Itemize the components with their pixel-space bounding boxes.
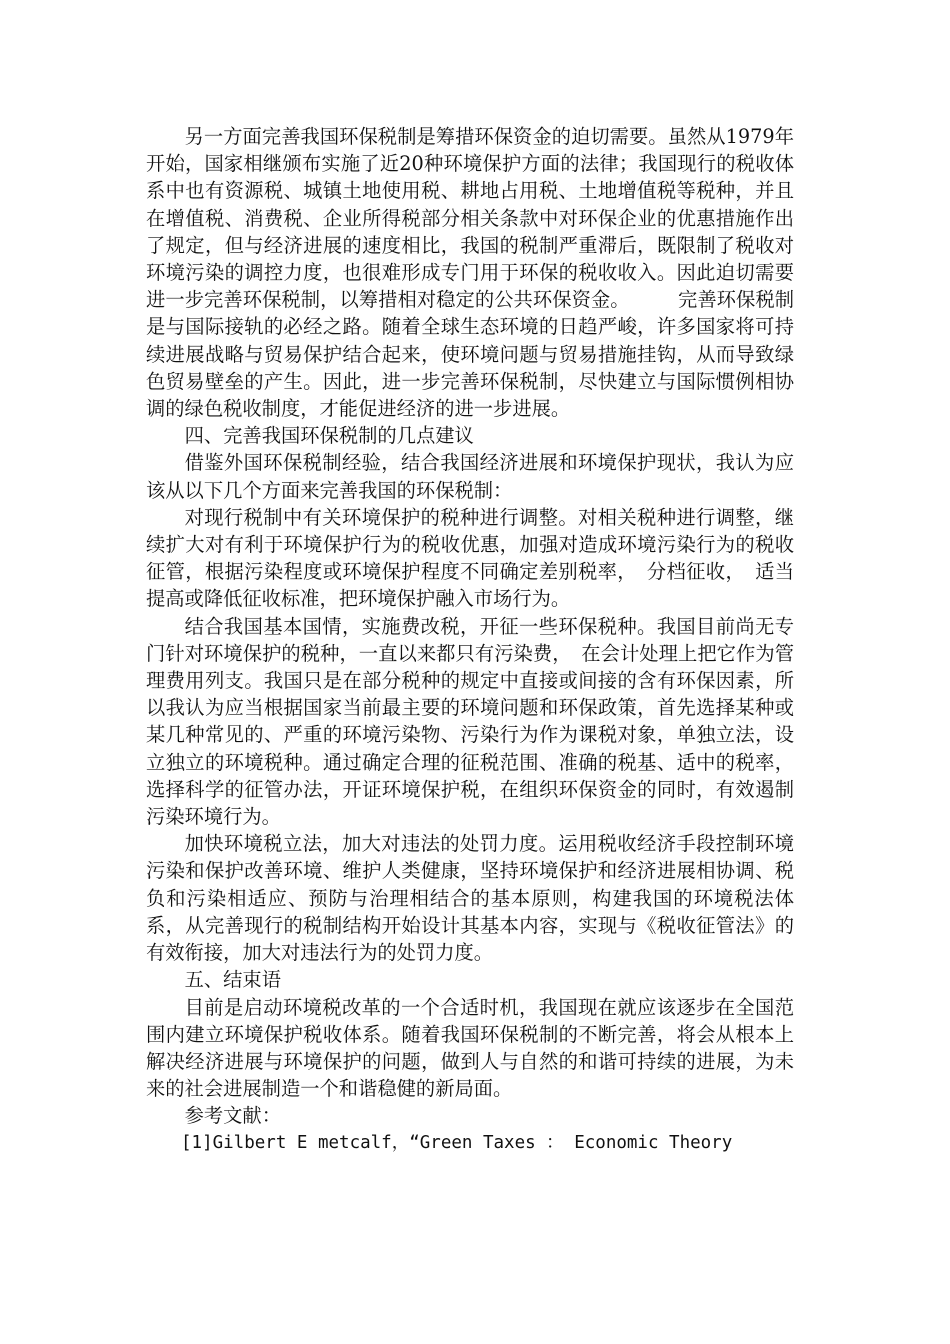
paragraph-conclusion: 目前是启动环境税改革的一个合适时机，我国现在就应该逐步在全国范围内建立环境保护税收体系。随着我国环保税制的不断完善，将会从根本上解决经济进展与环境保护的问题，做到人与自然的和谐可持续的进展，为未来的社会进展制造一个和谐稳健的新局面。 xyxy=(146,995,794,1101)
paragraph-adjust-taxes: 对现行税制中有关环境保护的税种进行调整。对相关税种进行调整，继续扩大对有利于环境保护行为的税收优惠，加强对造成环境污染行为的税收征管，根据污染程度或环境保护程度不同确定差别税率， 分档征收， 适当提高或降低征收标准，把环境保护融入市场行为。 xyxy=(146,505,794,611)
document-body xyxy=(146,123,794,1157)
paragraph-fee-to-tax: 结合我国基本国情，实施费改税，开征一些环保税种。我国目前尚无专门针对环境保护的税种，一直以来都只有污染费， 在会计处理上把它作为管理费用列支。我国只是在部分税种的规定中直接或间接的含有环保因素，所以我认为应当根据国家当前最主要的环境问题和环保政策，首先选择某种或某几种常见的、严重的环境污染物、污染行为作为课税对象，单独立法，设立独立的环境税种。通过确定合理的征税范围、准确的税基、适中的税率，选择科学的征管办法，开证环境保护税，在组织环保资金的同时，有效遏制污染环境行为。 xyxy=(146,614,794,829)
references-title: 参考文献： xyxy=(184,1104,281,1128)
paragraph-environmental-funds: 另一方面完善我国环保税制是筹措环保资金的迫切需要。虽然从1979年开始，国家相继颁布实施了近20种环境保护方面的法律；我国现行的税收体系中也有资源税、城镇土地使用税、耕地占用税、土地增值税等税种，并且在增值税、消费税、企业所得税部分相关条款中对环保企业的优惠措施作出了规定，但与经济进展的速度相比，我国的税制严重滞后，既限制了税收对环境污染的调控力度，也很难形成专门用于环保的税收收入。因此迫切需要进一步完善环保税制，以筹措相对稳定的公共环保资金。 完善环保税制是与国际接轨的必经之路。随着全球生态环境的日趋严峻，许多国家将可持续进展战略与贸易保护结合起来，使环境问题与贸易措施挂钩，从而导致绿色贸易壁垒的产生。因此，进一步完善环保税制，尽快建立与国际惯例相协调的绿色税收制度，才能促进经济的进一步进展。 xyxy=(146,125,794,421)
paragraph-foreign-experience: 借鉴外国环保税制经验，结合我国经济进展和环境保护现状，我认为应该从以下几个方面来完善我国的环保税制： xyxy=(146,451,794,502)
section-heading-4: 四、完善我国环保税制的几点建议 xyxy=(184,424,474,448)
section-heading-5: 五、结束语 xyxy=(184,968,281,992)
paragraph-legislation: 加快环境税立法，加大对违法的处罚力度。运用税收经济手段控制环境污染和保护改善环境、维护人类健康，坚持环境保护和经济进展相协调、税负和污染相适应、预防与治理相结合的基本原则，构建我国的环境税法体系，从完善现行的税制结构开始设计其基本内容，实现与《税收征管法》的有效衔接，加大对违法行为的处罚力度。 xyxy=(146,832,794,965)
reference-item-1: [1]Gilbert E metcalf，“Green Taxes ： Economic Theory xyxy=(181,1132,733,1153)
